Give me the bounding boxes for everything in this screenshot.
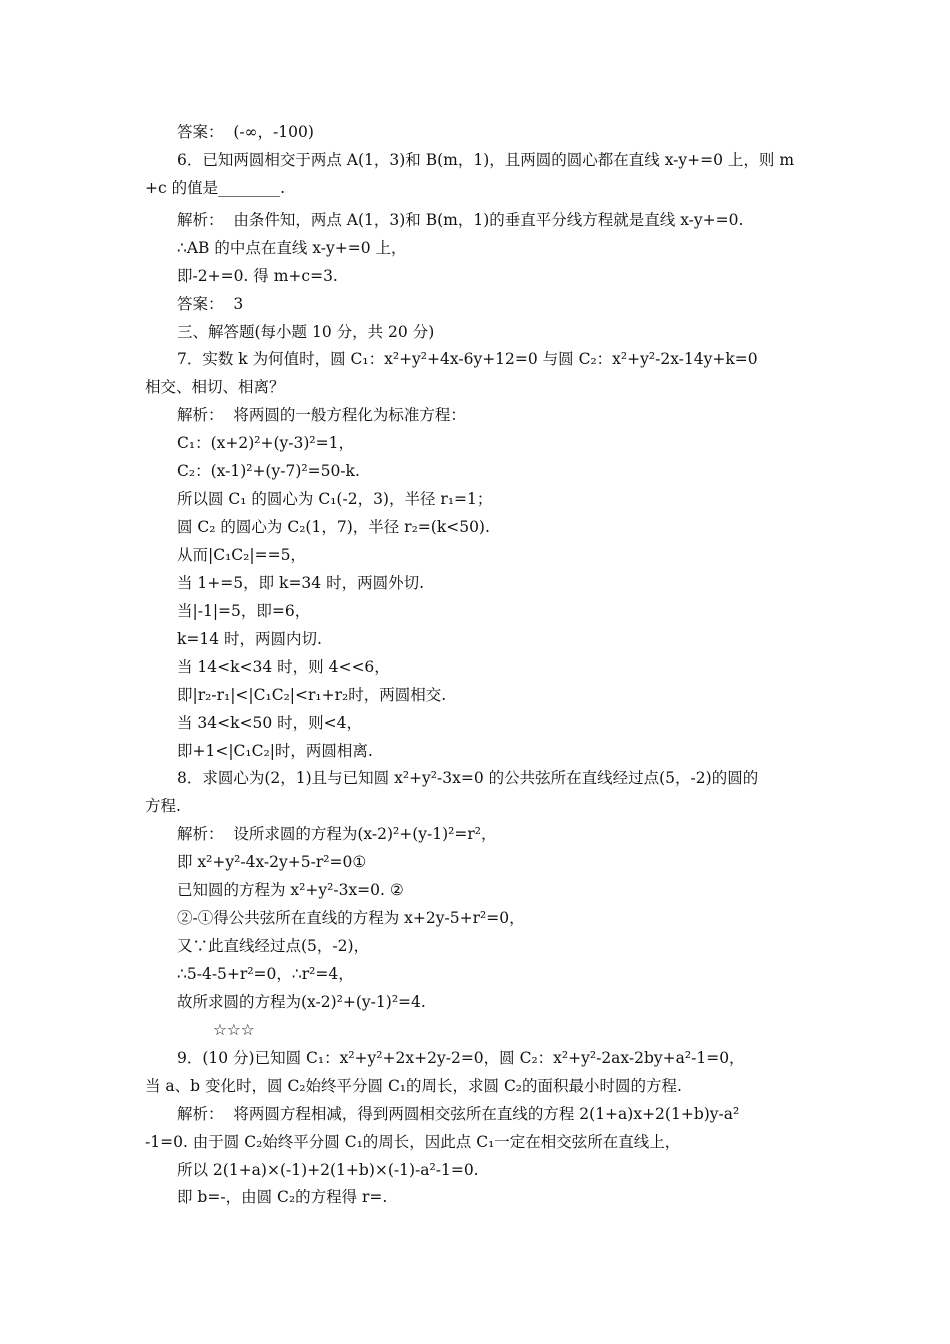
question-7-line-2: 相交、相切、相离？: [145, 378, 285, 396]
solution-6-line-1: 解析： 由条件知，两点 A(1，3)和 B(m，1)的垂直平分线方程就是直线 x-y+=0.: [177, 211, 744, 229]
question-6-line-1: 6．已知两圆相交于两点 A(1，3)和 B(m，1)，且两圆的圆心都在直线 x-y+=0 上，则 m: [177, 151, 795, 169]
solution-7-line-3: C₂：(x-1)²+(y-7)²=50-k.: [177, 462, 360, 480]
solution-7-line-5: 圆 C₂ 的圆心为 C₂(1，7)，半径 r₂=(k<50).: [177, 518, 490, 536]
solution-8-line-7: 故所求圆的方程为(x-2)²+(y-1)²=4.: [177, 993, 426, 1011]
solution-7-line-13: 即+1<|C₁C₂|时，两圆相离.: [177, 742, 373, 760]
solution-7-line-1: 解析： 将两圆的一般方程化为标准方程：: [177, 406, 466, 424]
section-heading: 三、解答题(每小题 10 分，共 20 分): [177, 323, 435, 341]
solution-7-line-12: 当 34<k<50 时，则<4，: [177, 714, 363, 732]
solution-9-line-3: 所以 2(1+a)×(-1)+2(1+b)×(-1)-a²-1=0.: [177, 1161, 479, 1179]
question-8-line-1: 8．求圆心为(2，1)且与已知圆 x²+y²-3x=0 的公共弦所在直线经过点(5，-2)的圆的: [177, 769, 759, 787]
solution-7-line-11: 即|r₂-r₁|<|C₁C₂|<r₁+r₂时，两圆相交.: [177, 686, 447, 704]
solution-8-line-5: 又∵此直线经过点(5，-2)，: [177, 937, 370, 955]
solution-7-line-4: 所以圆 C₁ 的圆心为 C₁(-2，3)，半径 r₁=1；: [177, 490, 493, 508]
solution-7-line-6: 从而|C₁C₂|==5，: [177, 546, 306, 564]
solution-8-line-3: 已知圆的方程为 x²+y²-3x=0. ②: [177, 881, 404, 899]
answer-5: 答案： (-∞，-100): [177, 123, 314, 141]
question-9-line-2: 当 a、b 变化时，圆 C₂始终平分圆 C₁的周长，求圆 C₂的面积最小时圆的方程.: [145, 1077, 682, 1095]
question-8-line-2: 方程.: [145, 797, 181, 815]
solution-7-line-10: 当 14<k<34 时，则 4<<6，: [177, 658, 390, 676]
solution-8-line-4: ②-①得公共弦所在直线的方程为 x+2y-5+r²=0，: [177, 909, 525, 927]
solution-6-line-2: ∴AB 的中点在直线 x-y+=0 上，: [177, 239, 407, 257]
solution-9-line-4: 即 b=-，由圆 C₂的方程得 r=.: [177, 1188, 388, 1206]
solution-8-line-1: 解析： 设所求圆的方程为(x-2)²+(y-1)²=r²，: [177, 825, 497, 843]
solution-9-line-2: -1=0. 由于圆 C₂始终平分圆 C₁的周长，因此点 C₁一定在相交弦所在直线上，: [145, 1133, 681, 1151]
solution-8-line-6: ∴5-4-5+r²=0，∴r²=4，: [177, 965, 354, 983]
star-divider: ☆☆☆: [213, 1021, 255, 1039]
question-9-line-1: 9．(10 分)已知圆 C₁：x²+y²+2x+2y-2=0，圆 C₂：x²+y²-2ax-2by+a²-1=0，: [177, 1049, 745, 1067]
solution-6-line-3: 即-2+=0. 得 m+c=3.: [177, 267, 338, 285]
question-6-line-2: +c 的值是________.: [145, 179, 286, 197]
solution-7-line-2: C₁：(x+2)²+(y-3)²=1，: [177, 434, 354, 452]
answer-6: 答案： 3: [177, 295, 244, 313]
solution-7-line-8: 当|-1|=5，即=6，: [177, 602, 311, 620]
question-7-line-1: 7．实数 k 为何值时，圆 C₁：x²+y²+4x-6y+12=0 与圆 C₂：x²+y²-2x-14y+k=0: [177, 350, 758, 368]
solution-8-line-2: 即 x²+y²-4x-2y+5-r²=0①: [177, 853, 367, 871]
solution-7-line-9: k=14 时，两圆内切.: [177, 630, 322, 648]
solution-9-line-1: 解析： 将两圆方程相减，得到两圆相交弦所在直线的方程 2(1+a)x+2(1+b)y-a²: [177, 1105, 740, 1123]
solution-7-line-7: 当 1+=5，即 k=34 时，两圆外切.: [177, 574, 425, 592]
